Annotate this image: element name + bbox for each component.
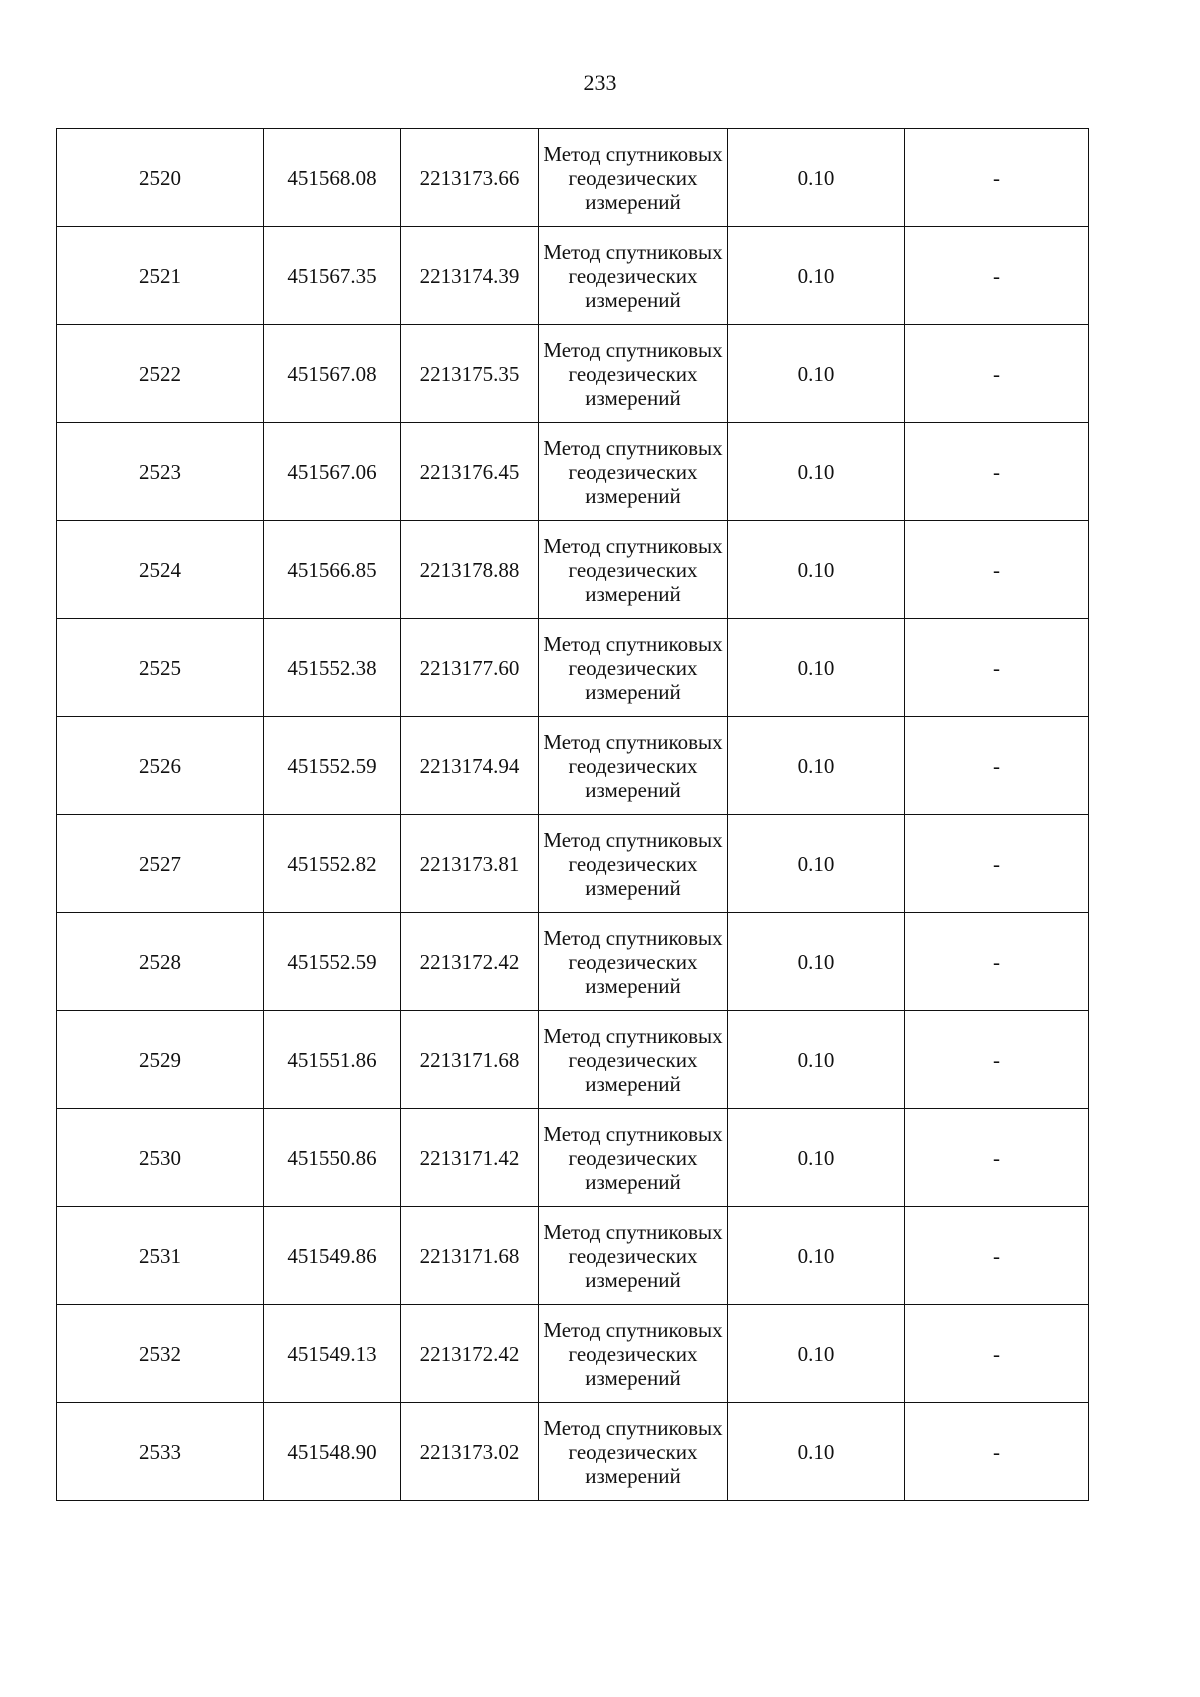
table-row <box>57 913 1089 1011</box>
x-coordinate-cell: 451567.06 <box>264 423 401 521</box>
point-number-cell: 2525 <box>57 619 264 717</box>
method-cell: Метод спутниковых геодезических измерений <box>539 717 728 815</box>
method-cell: Метод спутниковых геодезических измерений <box>539 129 728 227</box>
note-cell: - <box>905 227 1089 325</box>
y-coordinate-cell: 2213171.68 <box>401 1011 539 1109</box>
method-cell: Метод спутниковых геодезических измерений <box>539 325 728 423</box>
accuracy-cell: 0.10 <box>728 815 905 913</box>
note-cell: - <box>905 1011 1089 1109</box>
accuracy-cell: 0.10 <box>728 129 905 227</box>
note-cell: - <box>905 423 1089 521</box>
x-coordinate-cell: 451550.86 <box>264 1109 401 1207</box>
note-cell: - <box>905 129 1089 227</box>
table-row <box>57 325 1089 423</box>
x-coordinate-cell: 451552.82 <box>264 815 401 913</box>
method-cell: Метод спутниковых геодезических измерений <box>539 1011 728 1109</box>
y-coordinate-cell: 2213173.66 <box>401 129 539 227</box>
x-coordinate-cell: 451567.08 <box>264 325 401 423</box>
table-row <box>57 227 1089 325</box>
accuracy-cell: 0.10 <box>728 521 905 619</box>
point-number-cell: 2523 <box>57 423 264 521</box>
x-coordinate-cell: 451552.59 <box>264 913 401 1011</box>
method-cell: Метод спутниковых геодезических измерений <box>539 1207 728 1305</box>
accuracy-cell: 0.10 <box>728 913 905 1011</box>
point-number-cell: 2529 <box>57 1011 264 1109</box>
y-coordinate-cell: 2213172.42 <box>401 1305 539 1403</box>
y-coordinate-cell: 2213176.45 <box>401 423 539 521</box>
accuracy-cell: 0.10 <box>728 619 905 717</box>
table-row <box>57 1207 1089 1305</box>
x-coordinate-cell: 451549.86 <box>264 1207 401 1305</box>
point-number-cell: 2530 <box>57 1109 264 1207</box>
method-cell: Метод спутниковых геодезических измерений <box>539 423 728 521</box>
accuracy-cell: 0.10 <box>728 423 905 521</box>
accuracy-cell: 0.10 <box>728 1207 905 1305</box>
y-coordinate-cell: 2213171.68 <box>401 1207 539 1305</box>
method-cell: Метод спутниковых геодезических измерений <box>539 521 728 619</box>
accuracy-cell: 0.10 <box>728 227 905 325</box>
table-row <box>57 521 1089 619</box>
point-number-cell: 2528 <box>57 913 264 1011</box>
accuracy-cell: 0.10 <box>728 1011 905 1109</box>
point-number-cell: 2532 <box>57 1305 264 1403</box>
table-row <box>57 1011 1089 1109</box>
coordinates-table-body <box>57 129 1089 1501</box>
note-cell: - <box>905 325 1089 423</box>
y-coordinate-cell: 2213173.02 <box>401 1403 539 1501</box>
accuracy-cell: 0.10 <box>728 1403 905 1501</box>
method-cell: Метод спутниковых геодезических измерений <box>539 1305 728 1403</box>
method-cell: Метод спутниковых геодезических измерений <box>539 1109 728 1207</box>
table-row <box>57 619 1089 717</box>
method-cell: Метод спутниковых геодезических измерений <box>539 619 728 717</box>
note-cell: - <box>905 1109 1089 1207</box>
table-row <box>57 1305 1089 1403</box>
y-coordinate-cell: 2213171.42 <box>401 1109 539 1207</box>
x-coordinate-cell: 451551.86 <box>264 1011 401 1109</box>
table-row <box>57 129 1089 227</box>
x-coordinate-cell: 451552.38 <box>264 619 401 717</box>
note-cell: - <box>905 1403 1089 1501</box>
table-row <box>57 717 1089 815</box>
x-coordinate-cell: 451566.85 <box>264 521 401 619</box>
y-coordinate-cell: 2213178.88 <box>401 521 539 619</box>
y-coordinate-cell: 2213174.39 <box>401 227 539 325</box>
table-row <box>57 423 1089 521</box>
x-coordinate-cell: 451548.90 <box>264 1403 401 1501</box>
note-cell: - <box>905 913 1089 1011</box>
point-number-cell: 2527 <box>57 815 264 913</box>
y-coordinate-cell: 2213172.42 <box>401 913 539 1011</box>
accuracy-cell: 0.10 <box>728 1305 905 1403</box>
point-number-cell: 2526 <box>57 717 264 815</box>
y-coordinate-cell: 2213177.60 <box>401 619 539 717</box>
note-cell: - <box>905 619 1089 717</box>
method-cell: Метод спутниковых геодезических измерений <box>539 913 728 1011</box>
method-cell: Метод спутниковых геодезических измерений <box>539 815 728 913</box>
table-row <box>57 1403 1089 1501</box>
x-coordinate-cell: 451567.35 <box>264 227 401 325</box>
note-cell: - <box>905 717 1089 815</box>
y-coordinate-cell: 2213174.94 <box>401 717 539 815</box>
table-row <box>57 1109 1089 1207</box>
x-coordinate-cell: 451549.13 <box>264 1305 401 1403</box>
coordinates-table <box>56 128 1089 1501</box>
point-number-cell: 2521 <box>57 227 264 325</box>
table-row <box>57 815 1089 913</box>
method-cell: Метод спутниковых геодезических измерений <box>539 1403 728 1501</box>
y-coordinate-cell: 2213175.35 <box>401 325 539 423</box>
accuracy-cell: 0.10 <box>728 1109 905 1207</box>
page-number: 233 <box>583 70 617 95</box>
note-cell: - <box>905 1305 1089 1403</box>
x-coordinate-cell: 451552.59 <box>264 717 401 815</box>
point-number-cell: 2531 <box>57 1207 264 1305</box>
point-number-cell: 2533 <box>57 1403 264 1501</box>
accuracy-cell: 0.10 <box>728 325 905 423</box>
x-coordinate-cell: 451568.08 <box>264 129 401 227</box>
method-cell: Метод спутниковых геодезических измерений <box>539 227 728 325</box>
point-number-cell: 2520 <box>57 129 264 227</box>
point-number-cell: 2522 <box>57 325 264 423</box>
note-cell: - <box>905 1207 1089 1305</box>
note-cell: - <box>905 521 1089 619</box>
accuracy-cell: 0.10 <box>728 717 905 815</box>
point-number-cell: 2524 <box>57 521 264 619</box>
y-coordinate-cell: 2213173.81 <box>401 815 539 913</box>
note-cell: - <box>905 815 1089 913</box>
